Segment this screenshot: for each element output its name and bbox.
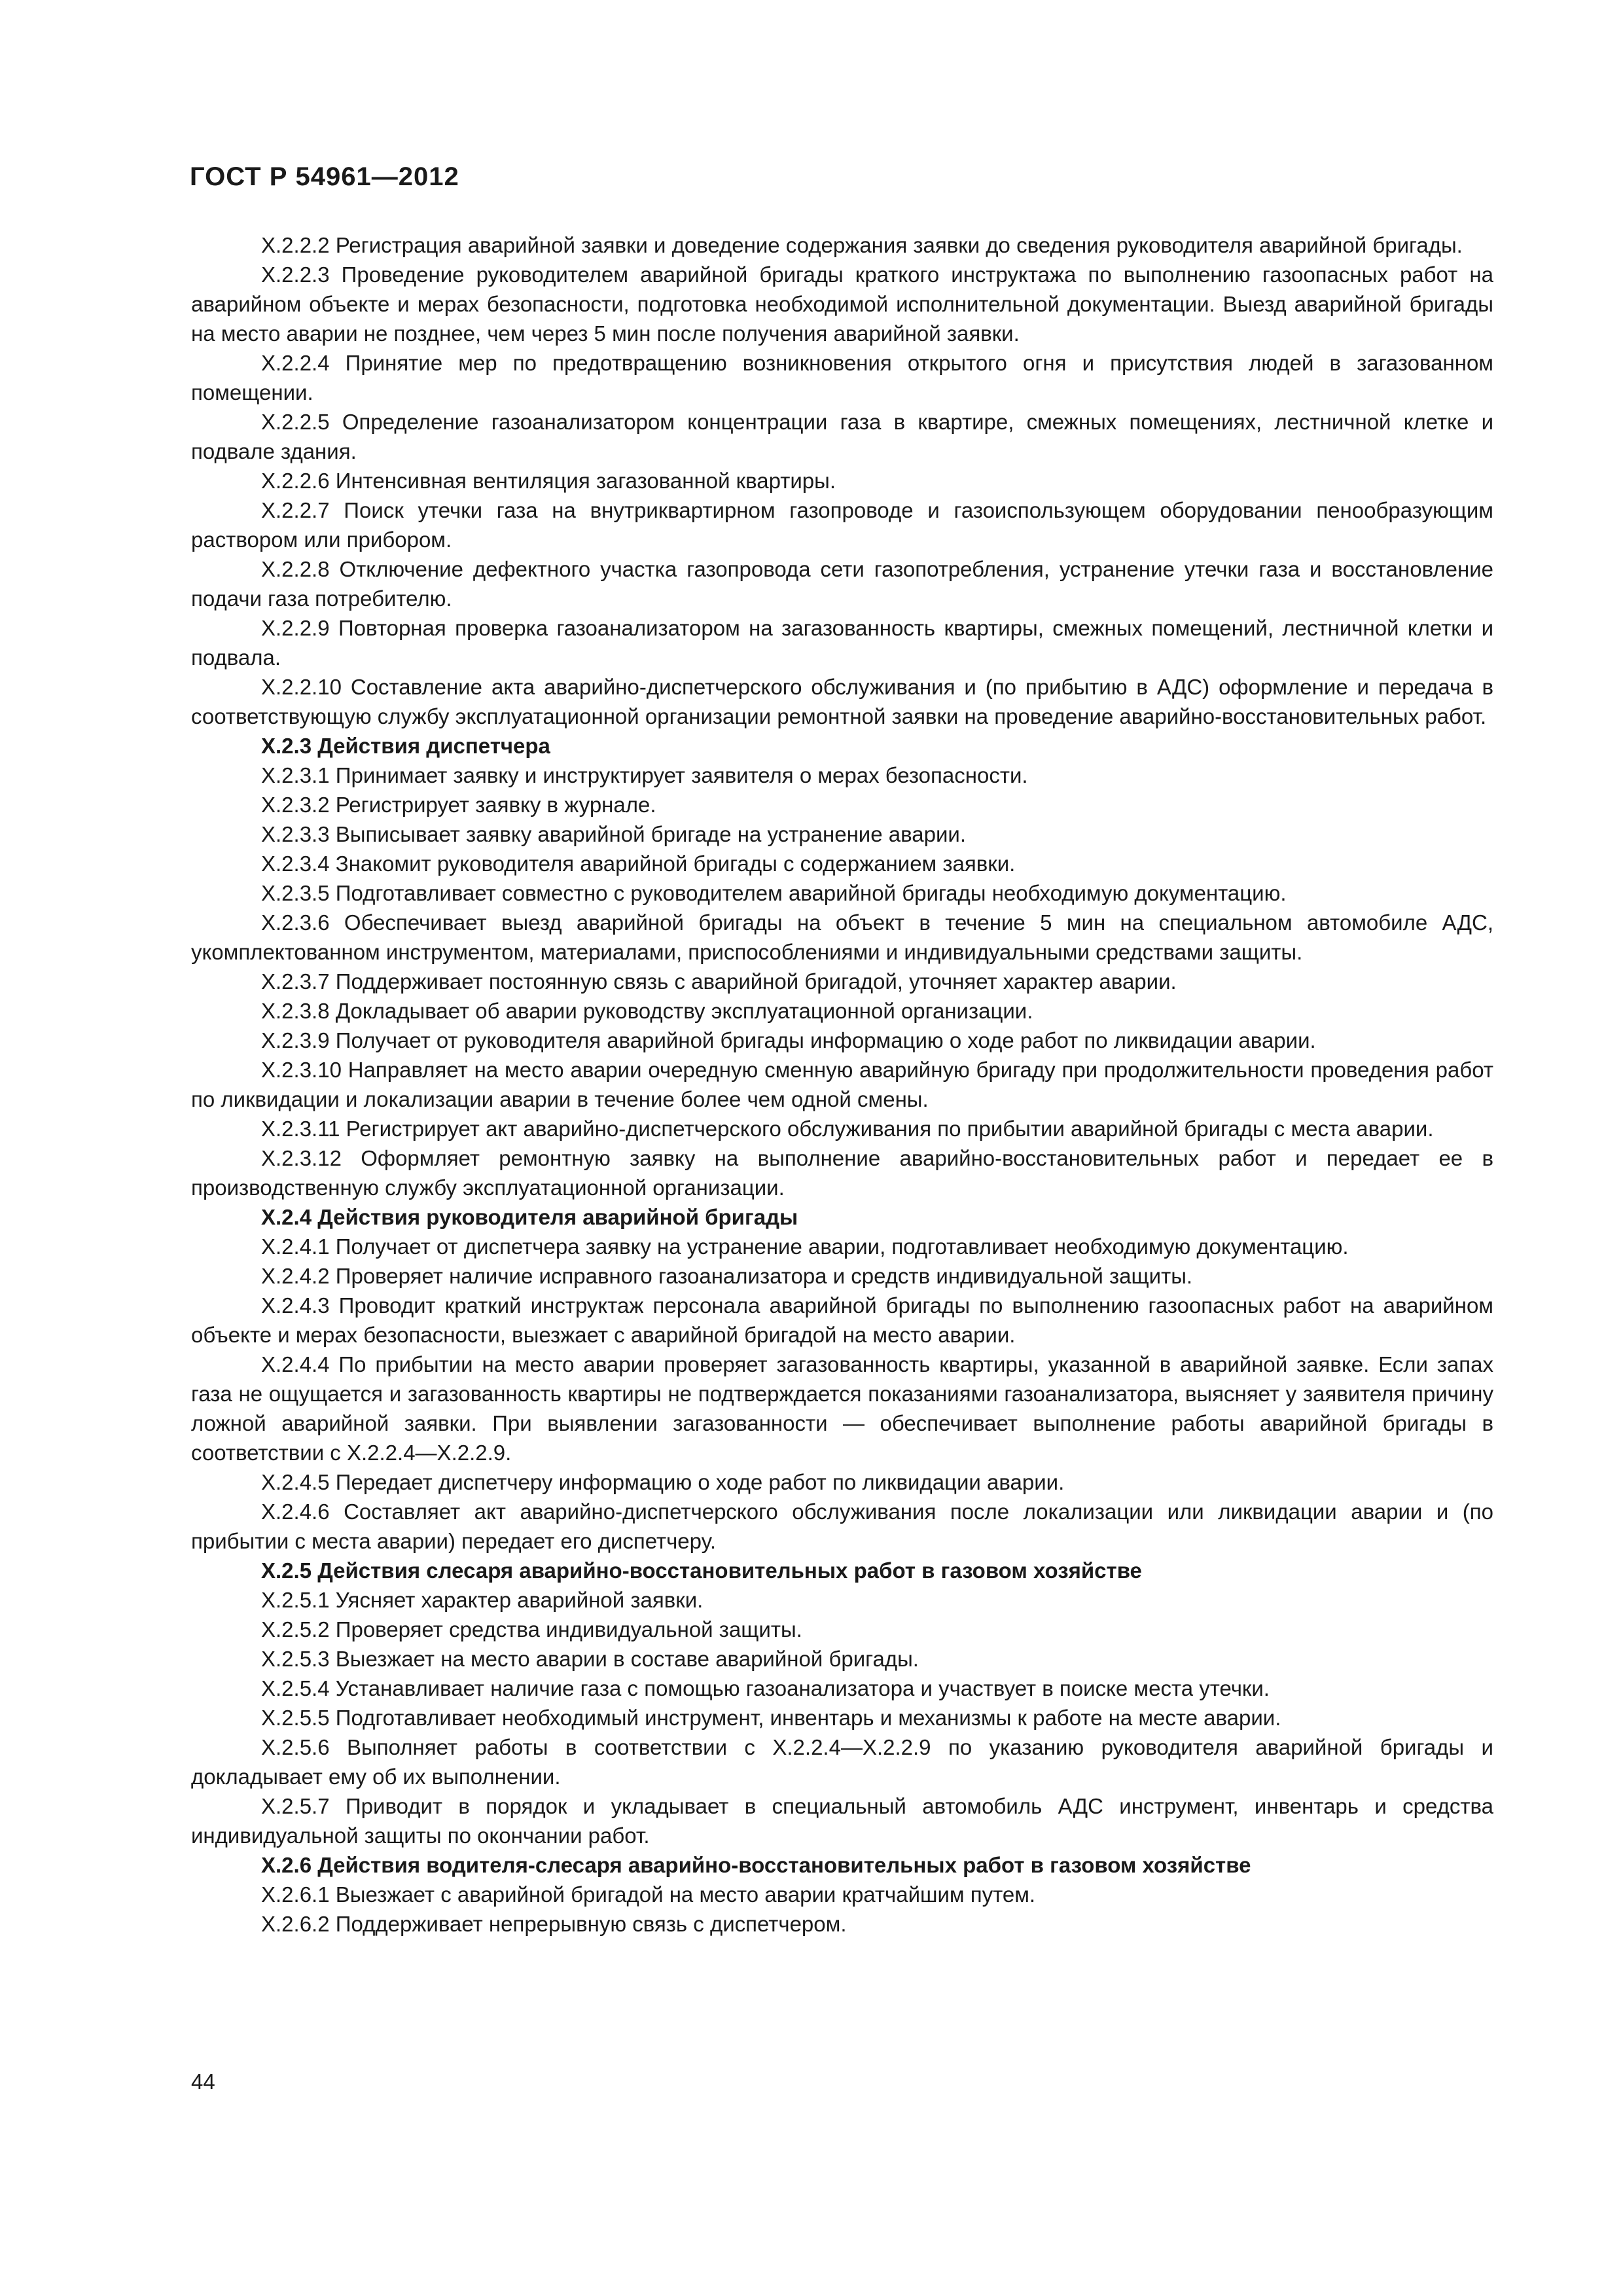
paragraph: X.2.3.6 Обеспечивает выезд аварийной бригады на объект в течение 5 мин на специальном автомобиле АДС, укомплектованном инструментом, материалами, приспособлениями и индивидуальными средствами защиты. [191, 910, 1493, 964]
paragraph: X.2.3.4 Знакомит руководителя аварийной бригады с содержанием заявки. [261, 852, 1016, 876]
paragraph: X.2.4.1 Получает от диспетчера заявку на устранение аварии, подготавливает необходимую документацию. [261, 1234, 1349, 1259]
paragraph: X.2.3.12 Оформляет ремонтную заявку на выполнение аварийно-восстановительных работ и передает ее в производственную службу эксплуатационной организации. [191, 1146, 1493, 1200]
paragraph: X.2.2.4 Принятие мер по предотвращению возникновения открытого огня и присутствия людей в загазованном помещении. [191, 351, 1493, 404]
paragraph: X.2.3.10 Направляет на место аварии очередную сменную аварийную бригаду при продолжительности проведения работ по ликвидации и локализации аварии в течение более чем одной смены. [191, 1058, 1493, 1111]
paragraph: X.2.4.5 Передает диспетчеру информацию о ходе работ по ликвидации аварии. [261, 1470, 1065, 1494]
paragraph: X.2.4.2 Проверяет наличие исправного газоанализатора и средств индивидуальной защиты. [261, 1264, 1193, 1288]
paragraph: X.2.3.3 Выписывает заявку аварийной бригаде на устранение аварии. [261, 822, 967, 846]
paragraph: X.2.3.11 Регистрирует акт аварийно-диспетчерского обслуживания по прибытии аварийной бригады с места аварии. [261, 1117, 1434, 1141]
paragraph: X.2.3.7 Поддерживает постоянную связь с аварийной бригадой, уточняет характер аварии. [261, 969, 1177, 994]
paragraph: X.2.5.4 Устанавливает наличие газа с помощью газоанализатора и участвует в поиске места утечки. [261, 1676, 1270, 1700]
document-body [191, 230, 1493, 1939]
paragraph: X.2.3.8 Докладывает об аварии руководству эксплуатационной организации. [261, 999, 1033, 1023]
paragraph: X.2.5.3 Выезжает на место аварии в составе аварийной бригады. [261, 1647, 919, 1671]
paragraph: X.2.2.10 Составление акта аварийно-диспетчерского обслуживания и (по прибытию в АДС) оформление и передача в соответствующую службу эксплуатационной организации ремонтной заявки на проведение аварийно-восстановительных работ. [191, 675, 1493, 728]
paragraph: X.2.6.2 Поддерживает непрерывную связь с диспетчером. [261, 1912, 847, 1936]
section-heading: X.2.4 Действия руководителя аварийной бригады [261, 1205, 798, 1229]
paragraph: X.2.2.7 Поиск утечки газа на внутриквартирном газопроводе и газоиспользующем оборудовании пенообразующим раствором или прибором. [191, 498, 1493, 552]
paragraph: X.2.4.6 Составляет акт аварийно-диспетчерского обслуживания после локализации или ликвидации аварии и (по прибытии с места аварии) передает его диспетчеру. [191, 1499, 1493, 1553]
paragraph: X.2.5.7 Приводит в порядок и укладывает в специальный автомобиль АДС инструмент, инвентарь и средства индивидуальной защиты по окончании работ. [191, 1794, 1493, 1848]
section-heading: X.2.6 Действия водителя-слесаря аварийно-восстановительных работ в газовом хозяйстве [261, 1853, 1251, 1877]
paragraph: X.2.2.5 Определение газоанализатором концентрации газа в квартире, смежных помещениях, лестничной клетке и подвале здания. [191, 410, 1493, 463]
section-heading: X.2.5 Действия слесаря аварийно-восстановительных работ в газовом хозяйстве [261, 1558, 1142, 1583]
paragraph: X.2.5.2 Проверяет средства индивидуальной защиты. [261, 1617, 802, 1641]
paragraph: X.2.2.6 Интенсивная вентиляция загазованной квартиры. [261, 469, 836, 493]
paragraph: X.2.3.5 Подготавливает совместно с руководителем аварийной бригады необходимую документацию. [261, 881, 1287, 905]
paragraph: X.2.6.1 Выезжает с аварийной бригадой на место аварии кратчайшим путем. [261, 1882, 1036, 1907]
paragraph: X.2.4.3 Проводит краткий инструктаж персонала аварийной бригады по выполнению газоопасных работ на аварийном объекте и мерах безопасности, выезжает с аварийной бригадой на место аварии. [191, 1293, 1493, 1347]
page-number: 44 [191, 2070, 215, 2094]
paragraph: X.2.2.9 Повторная проверка газоанализатором на загазованность квартиры, смежных помещений, лестничной клетки и подвала. [191, 616, 1493, 670]
paragraph: X.2.3.2 Регистрирует заявку в журнале. [261, 793, 656, 817]
section-heading: X.2.3 Действия диспетчера [261, 734, 550, 758]
document-header: ГОСТ Р 54961—2012 [190, 162, 459, 191]
paragraph: X.2.3.9 Получает от руководителя аварийной бригады информацию о ходе работ по ликвидации аварии. [261, 1028, 1316, 1052]
paragraph: X.2.4.4 По прибытии на место аварии проверяет загазованность квартиры, указанной в аварийной заявке. Если запах газа не ощущается и загазованность квартиры не подтверждается показаниями газоанализатора, выясняет у заявителя причину ложной аварийной заявки. При выявлении загазованности — обеспечивает выполнение работы аварийной бригады в соответствии с X.2.2.4—X.2.2.9. [191, 1352, 1493, 1465]
paragraph: X.2.2.8 Отключение дефектного участка газопровода сети газопотребления, устранение утечки газа и восстановление подачи газа потребителю. [191, 557, 1493, 611]
paragraph: X.2.3.1 Принимает заявку и инструктирует заявителя о мерах безопасности. [261, 763, 1028, 787]
paragraph: X.2.5.5 Подготавливает необходимый инструмент, инвентарь и механизмы к работе на месте аварии. [261, 1706, 1281, 1730]
paragraph: X.2.2.3 Проведение руководителем аварийной бригады краткого инструктажа по выполнению газоопасных работ на аварийном объекте и мерах безопасности, подготовка необходимой исполнительной документации. Выезд аварийной бригады на место аварии не позднее, чем через 5 мин после получения аварийной заявки. [191, 262, 1493, 346]
paragraph: X.2.2.2 Регистрация аварийной заявки и доведение содержания заявки до сведения руководителя аварийной бригады. [261, 233, 1463, 257]
paragraph: X.2.5.1 Уясняет характер аварийной заявки. [261, 1588, 704, 1612]
paragraph: X.2.5.6 Выполняет работы в соответствии с X.2.2.4—X.2.2.9 по указанию руководителя аварийной бригады и докладывает ему об их выполнении. [191, 1735, 1493, 1789]
